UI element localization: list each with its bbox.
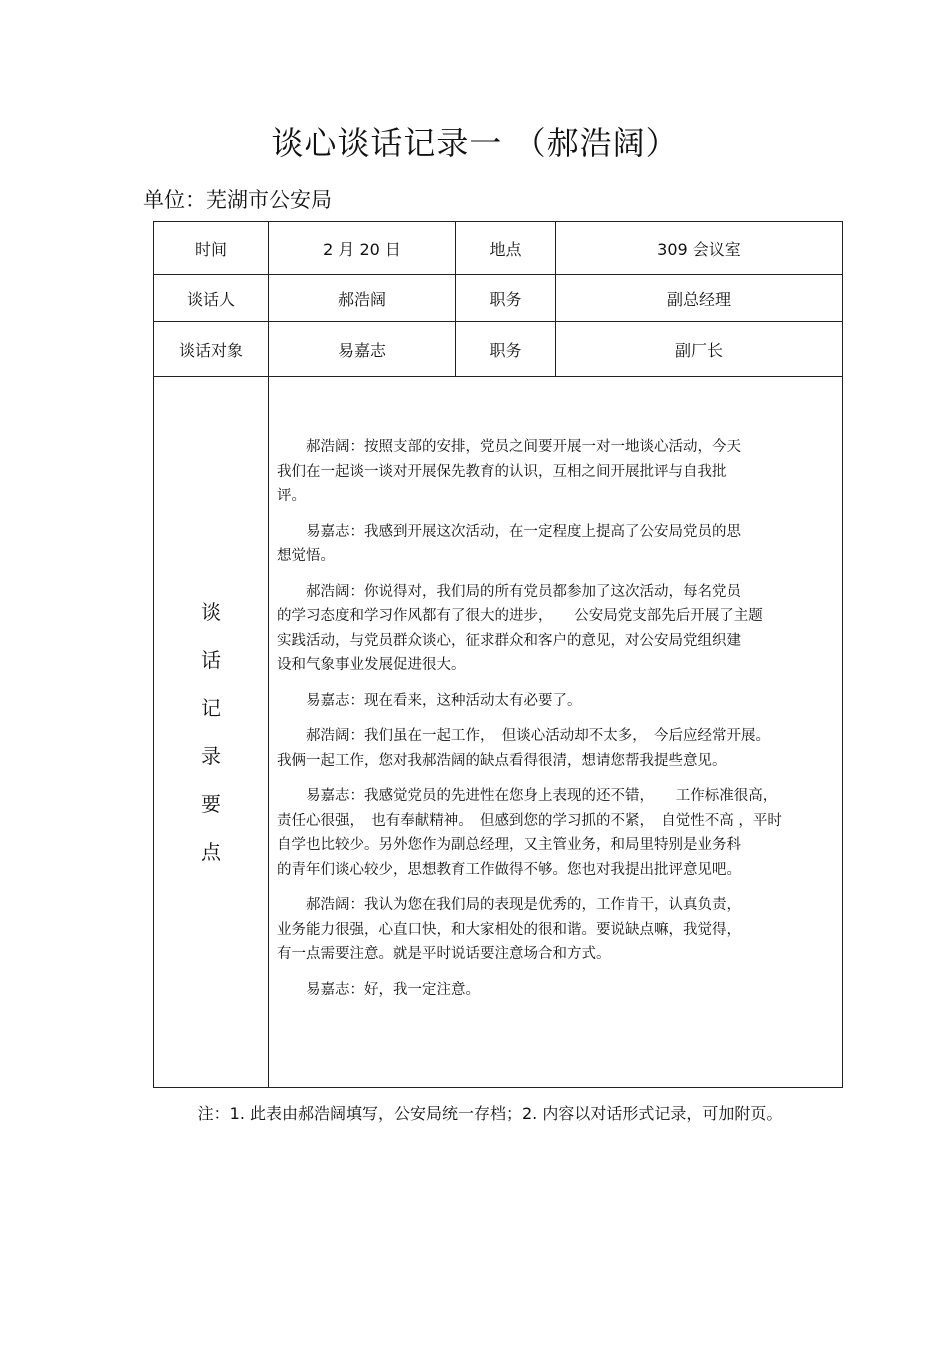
target-position-value: 副厂长: [556, 322, 843, 377]
time-label: 时间: [154, 222, 269, 275]
table-row-talker: [154, 275, 843, 322]
table-row-time: [154, 222, 843, 275]
time-value: 2 月 20 日: [269, 222, 456, 275]
place-value: 309 会议室: [556, 222, 843, 275]
dialogue-paragraph: 郝浩阔：我认为您在我们局的表现是优秀的，工作肯干，认真负责， 业务能力很强，心直口快，和大家相处的很和谐。要说缺点嘛，我觉得， 有一点需要注意。就是平时说话要注意场合和方式。: [277, 897, 741, 962]
target-value: 易嘉志: [269, 322, 456, 377]
dialogue-paragraph: 郝浩阔：你说得对，我们局的所有党员都参加了这次活动，每名党员 的学习态度和学习作风都有了很大的进步， 公安局党支部先后开展了主题 实践活动，与党员群众谈心，征求群众和客户的意见，对公安局党组织建 设和气象事业发展促进很大。: [277, 583, 763, 673]
record-label-char: 点: [201, 840, 221, 864]
record-label: [154, 588, 268, 876]
table-row-target: [154, 322, 843, 377]
record-label-char: 录: [201, 744, 221, 768]
talker-position-value: 副总经理: [556, 275, 843, 322]
record-table: [153, 221, 843, 1088]
footnote: 注：1. 此表由郝浩阔填写，公安局统一存档；2. 内容以对话形式记录，可加附页。: [197, 1104, 783, 1123]
table-row-record: [154, 377, 843, 1088]
dialogue-paragraph: 易嘉志：我感觉党员的先进性在您身上表现的还不错， 工作标准很高， 责任心很强， 也有奉献精神。 但感到您的学习抓的不紧， 自觉性不高 ，平时 自学也比较少。另外您作为副总经理，又主管业务，和局里特别是业务科 的青年们谈心较少，思想教育工作做得不够。您也对我提出批评意见吧。: [277, 788, 782, 878]
record-content-cell: [269, 377, 843, 1088]
dialogue-paragraph: 易嘉志：我感到开展这次活动，在一定程度上提高了公安局党员的思 想觉悟。: [277, 523, 741, 564]
dialogue-paragraph: 易嘉志：现在看来，这种活动太有必要了。: [306, 692, 582, 709]
target-label: 谈话对象: [154, 322, 269, 377]
talker-value: 郝浩阔: [269, 275, 456, 322]
record-label-char: 话: [201, 648, 221, 672]
record-label-char: 要: [201, 792, 221, 816]
dialogue-paragraph: 郝浩阔：按照支部的安排，党员之间要开展一对一地谈心活动，今天 我们在一起谈一谈对开展保先教育的认识，互相之间开展批评与自我批 评。: [277, 439, 741, 504]
record-label-cell: [154, 377, 269, 1088]
record-label-char: 谈: [201, 600, 221, 624]
unit-label: 单位：芜湖市公安局: [143, 188, 332, 212]
talker-label: 谈话人: [154, 275, 269, 322]
target-position-label: 职务: [456, 322, 556, 377]
dialogue-paragraph: 易嘉志：好，我一定注意。: [306, 981, 480, 998]
talker-position-label: 职务: [456, 275, 556, 322]
place-label: 地点: [456, 222, 556, 275]
record-content: [269, 377, 842, 1002]
page-title: 谈心谈话记录一 （郝浩阔）: [271, 124, 679, 162]
record-label-char: 记: [201, 696, 221, 720]
dialogue-paragraph: 郝浩阔：我们虽在一起工作， 但谈心活动却不太多， 今后应经常开展。 我俩一起工作，您对我郝浩阔的缺点看得很清，想请您帮我提些意见。: [277, 728, 770, 769]
